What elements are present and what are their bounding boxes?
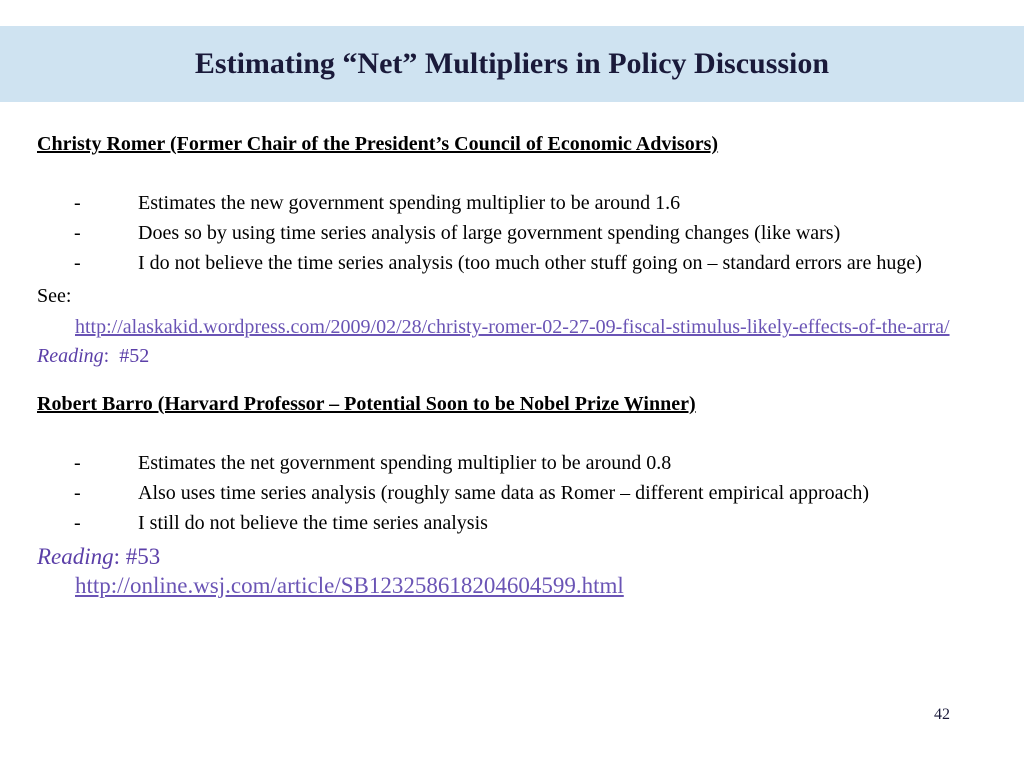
bullet-text: Estimates the net government spending multiplier to be around 0.8 [138, 452, 672, 474]
romer-article-link-text[interactable]: http://alaskakid.wordpress.com/2009/02/28/christy-romer-02-27-09-fiscal-stimulus-likely-effects-of-the-arra/ [75, 316, 950, 338]
slide-content [37, 130, 997, 600]
slide-number: 42 [934, 706, 950, 723]
list-item [37, 222, 997, 245]
bullet-text: I still do not believe the time series analysis [138, 512, 488, 534]
romer-article-link[interactable] [37, 316, 997, 338]
list-item [37, 452, 997, 475]
barro-reading: Reading: #53 [37, 544, 161, 569]
bullet-dash: - [74, 222, 81, 244]
list-item [37, 482, 997, 505]
reading-label: Reading [37, 345, 104, 367]
reading-number: #52 [119, 345, 150, 367]
slide-title: Estimating “Net” Multipliers in Policy Discussion [194, 47, 830, 80]
spacer [37, 418, 997, 452]
barro-article-link[interactable] [37, 572, 997, 600]
list-item [37, 512, 997, 535]
bullet-dash: - [74, 252, 81, 274]
barro-heading: Robert Barro (Harvard Professor – Potential Soon to be Nobel Prize Winner) [37, 393, 696, 415]
bullet-dash: - [74, 512, 81, 534]
bullet-text: Also uses time series analysis (roughly same data as Romer – different empirical approach) [138, 482, 870, 504]
romer-heading: Christy Romer (Former Chair of the President’s Council of Economic Advisors) [37, 133, 719, 155]
bullet-dash: - [74, 192, 81, 214]
bullet-dash: - [74, 482, 81, 504]
barro-bullet-list [37, 452, 997, 535]
romer-bullet-list [37, 192, 997, 275]
bullet-dash: - [74, 452, 81, 474]
list-item [37, 192, 997, 215]
reading-label: Reading [37, 544, 114, 569]
spacer [37, 370, 997, 390]
bullet-text: Estimates the new government spending multiplier to be around 1.6 [138, 192, 681, 214]
bullet-text: Does so by using time series analysis of large government spending changes (like wars) [138, 222, 841, 244]
see-label: See: [37, 285, 72, 307]
list-item [37, 252, 997, 275]
spacer [37, 158, 997, 192]
reading-number: #53 [125, 544, 161, 569]
barro-article-link-text[interactable]: http://online.wsj.com/article/SB123258618204604599.html [75, 573, 624, 598]
bullet-text: I do not believe the time series analysis (too much other stuff going on – standard errors are huge) [138, 252, 922, 274]
romer-reading: Reading: #52 [37, 345, 150, 367]
title-bar [0, 26, 1024, 102]
